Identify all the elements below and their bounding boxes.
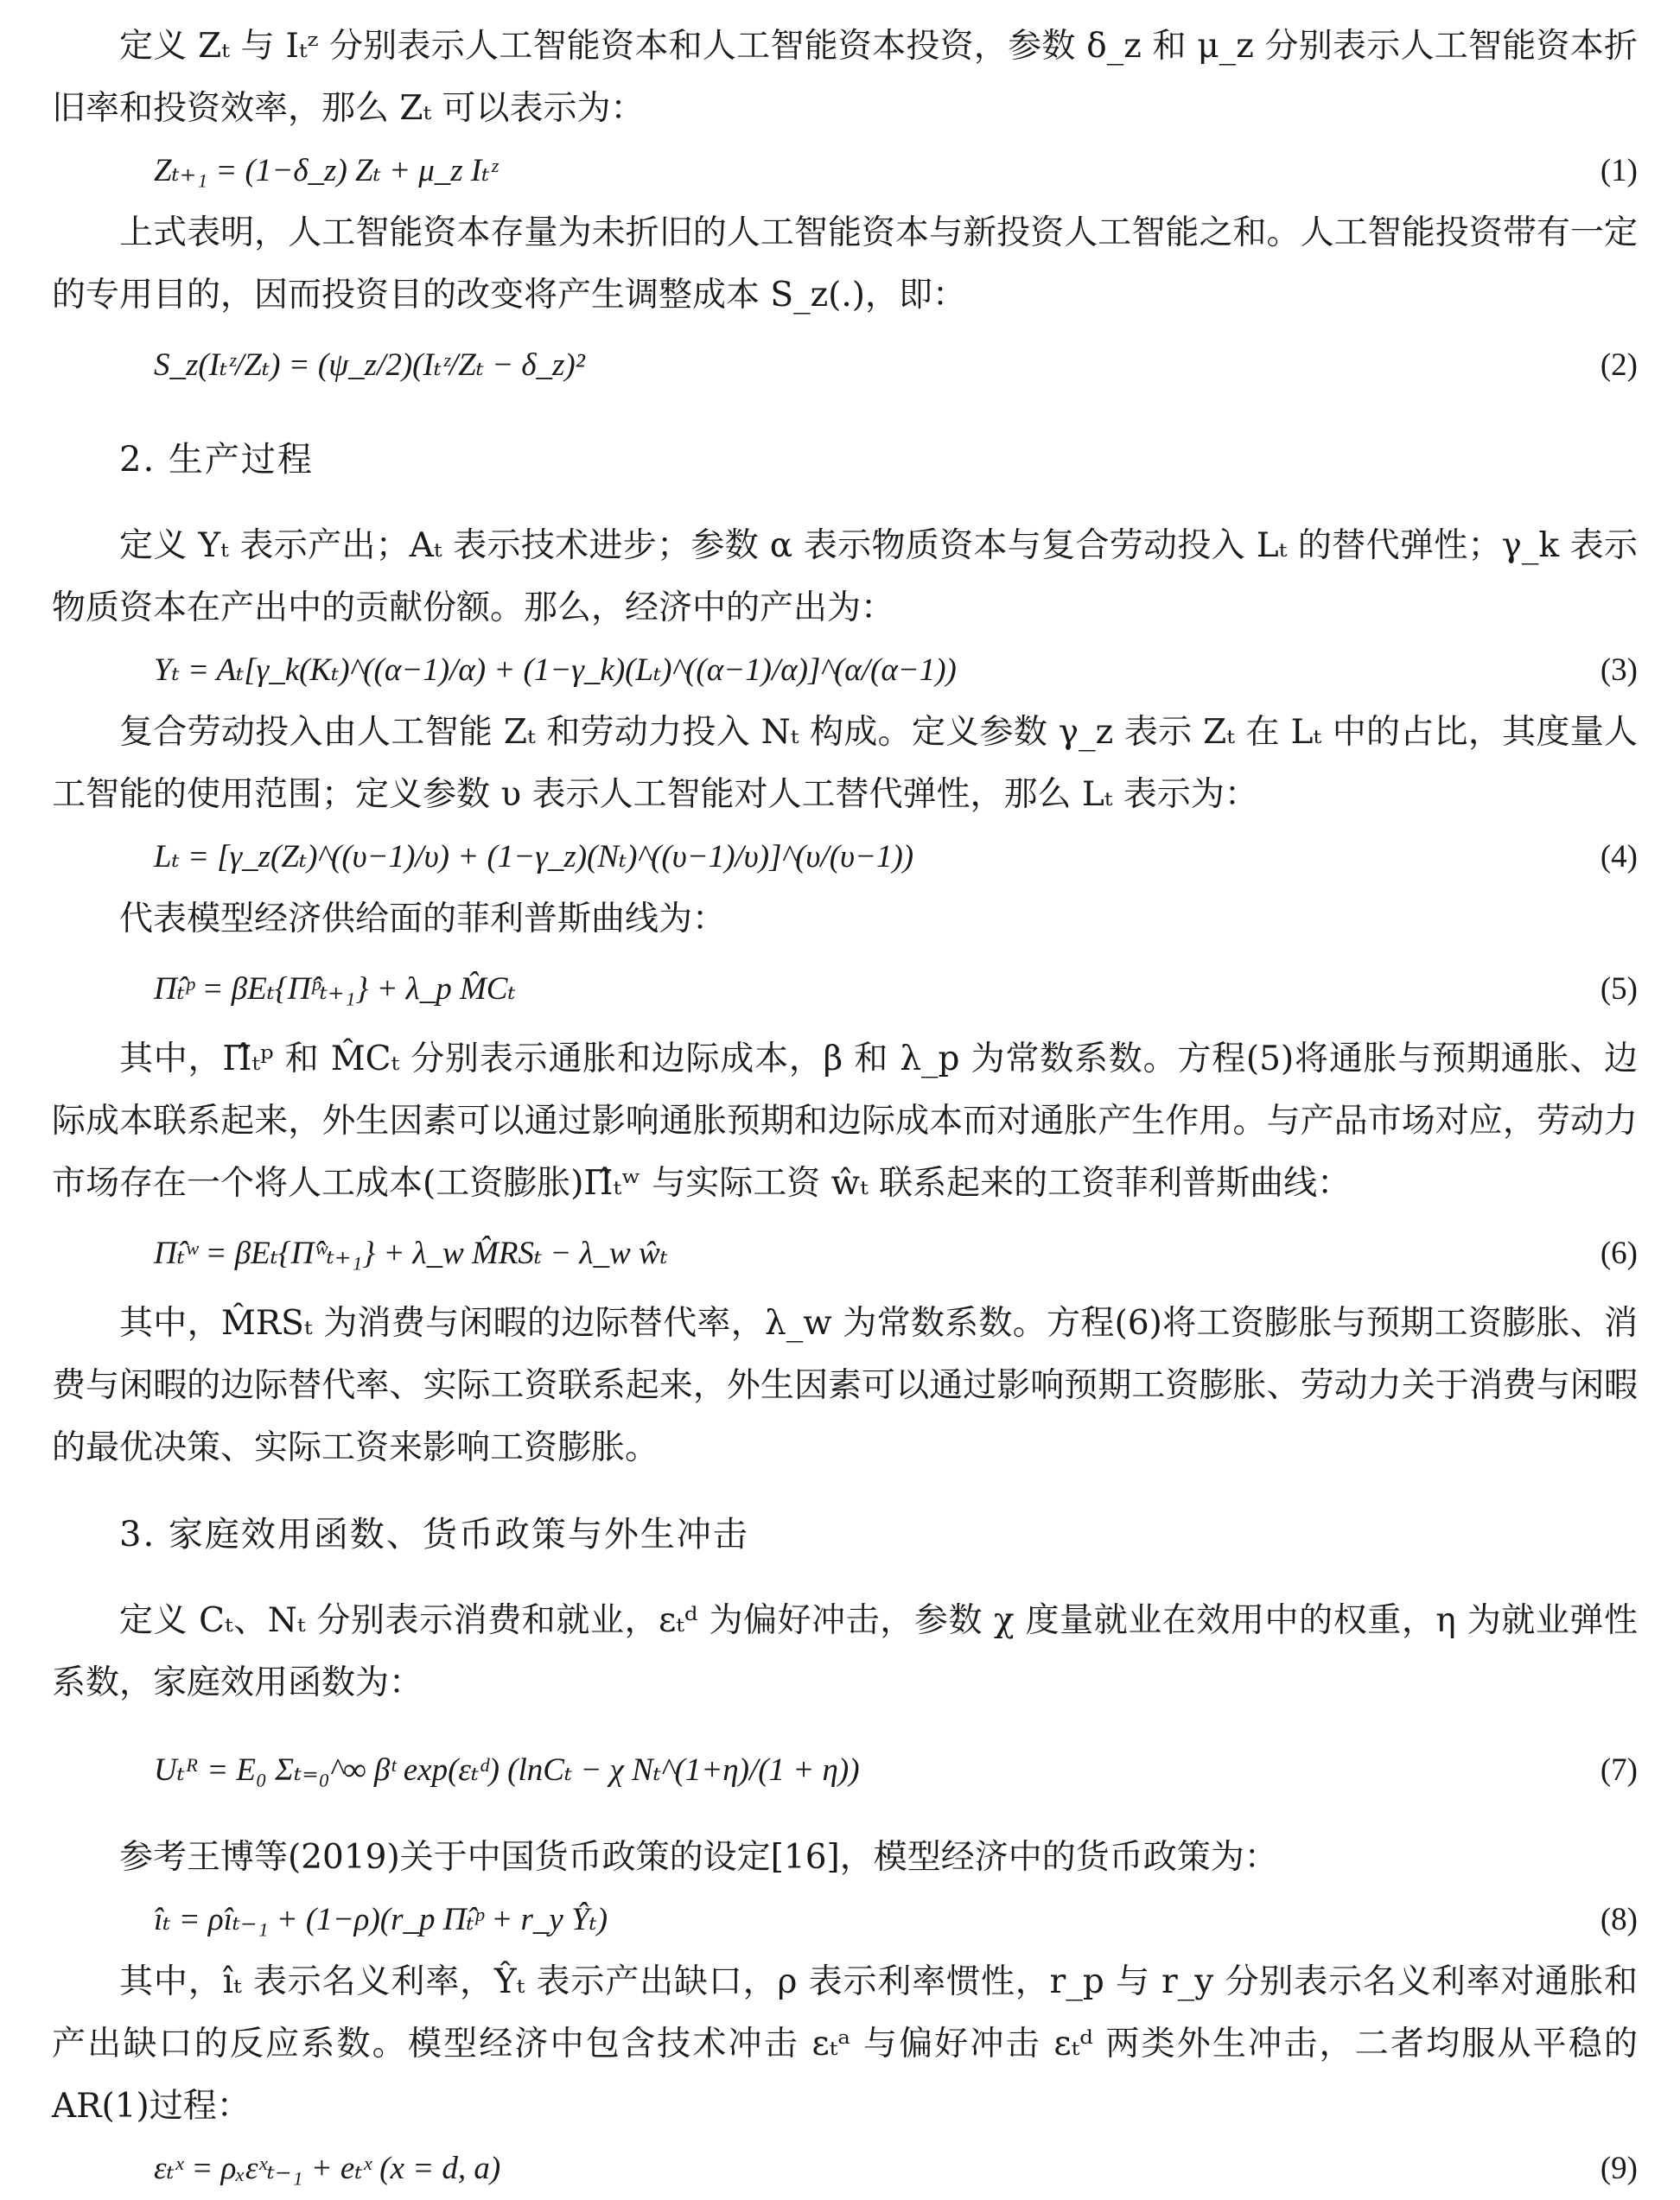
equation-5-number: (5) <box>1600 971 1638 1007</box>
equation-7-number: (7) <box>1600 1752 1638 1788</box>
paragraph-phillips-intro: 代表模型经济供给面的菲利普斯曲线为： <box>119 900 727 938</box>
equation-9 <box>52 2138 1638 2200</box>
equation-1-number: (1) <box>1600 153 1638 188</box>
paragraph-wage-phillips-explanation: 其中，M̂RSₜ 为消费与闲暇的边际替代率，λ_w 为常数系数。方程(6)将工资膨胀与预期工资膨胀、消费与闲暇的边际替代率、实际工资联系起来，外生因素可以通过影响预期工资膨胀、劳动力关于消费与闲暇的最优决策、实际工资来影响工资膨胀。 <box>52 1304 1638 1467</box>
equation-2 <box>52 327 1638 404</box>
equation-2-number: (2) <box>1600 347 1638 383</box>
equation-1-body: Zₜ₊₁ = (1−δ_z) Zₜ + μ_z Iₜᶻ <box>154 153 498 188</box>
equation-4-body: Lₜ = [γ_z(Zₜ)^((υ−1)/υ) + (1−γ_z)(Nₜ)^((υ−1)/υ)]^(υ/(υ−1)) <box>154 839 914 874</box>
equation-5-body: Π̂ₜᵖ = βEₜ{Π̂ᵖₜ₊₁} + λ_p M̂Cₜ <box>154 971 516 1007</box>
paragraph-adjustment-cost: 上式表明，人工智能资本存量为未折旧的人工智能资本与新投资人工智能之和。人工智能投资带有一定的专用目的，因而投资目的改变将产生调整成本 S_z(.)，即： <box>52 213 1638 315</box>
equation-7 <box>52 1714 1638 1827</box>
equation-6-number: (6) <box>1600 1236 1638 1271</box>
section-heading-production: 2. 生产过程 <box>119 440 314 480</box>
equation-6 <box>52 1215 1638 1293</box>
equation-3-body: Yₜ = Aₜ[γ_k(Kₜ)^((α−1)/α) + (1−γ_k)(Lₜ)^((α−1)/α)]^(α/(α−1)) <box>154 652 957 688</box>
equation-5 <box>52 951 1638 1028</box>
paragraph-output-definition: 定义 Yₜ 表示产出；Aₜ 表示技术进步；参数 α 表示物质资本与复合劳动投入 Lₜ 的替代弹性；γ_k 表示物质资本在产出中的贡献份额。那么，经济中的产出为： <box>52 526 1638 627</box>
section-heading-household: 3. 家庭效用函数、货币政策与外生冲击 <box>119 1515 749 1555</box>
paragraph-monetary-policy-intro: 参考王博等(2019)关于中国货币政策的设定[16]，模型经济中的货币政策为： <box>119 1838 1278 1877</box>
equation-7-body: Uₜᴿ = E₀ Σₜ₌₀^∞ βᵗ exp(εₜᵈ) (lnCₜ − χ Nₜ^(1+η)/(1 + η)) <box>154 1752 860 1788</box>
paragraph-phillips-explanation: 其中，Π̂ₜᵖ 和 M̂Cₜ 分别表示通胀和边际成本，β 和 λ_p 为常数系数。方程(5)将通胀与预期通胀、边际成本联系起来，外生因素可以通过影响通胀预期和边际成本而对通胀产生作用。与产品市场对应，劳动力市场存在一个将人工成本(工资膨胀)Π̂ₜʷ 与实际工资 ŵₜ 联系起来的工资菲利普斯曲线： <box>52 1040 1638 1203</box>
equation-4-number: (4) <box>1600 839 1638 874</box>
equation-6-body: Π̂ₜʷ = βEₜ{Π̂ʷₜ₊₁} + λ_w M̂RSₜ − λ_w ŵₜ <box>154 1236 668 1271</box>
paper-page <box>52 16 1638 2200</box>
paragraph-utility-definition: 定义 Cₜ、Nₜ 分别表示消费和就业，εₜᵈ 为偏好冲击，参数 χ 度量就业在效用中的权重，η 为就业弹性系数，家庭效用函数为： <box>52 1601 1638 1702</box>
equation-8-number: (8) <box>1600 1902 1638 1937</box>
equation-8 <box>52 1889 1638 1951</box>
equation-2-body: S_z(Iₜᶻ/Zₜ) = (ψ_z/2)(Iₜᶻ/Zₜ − δ_z)² <box>154 347 585 383</box>
equation-4 <box>52 826 1638 888</box>
equation-1 <box>52 140 1638 202</box>
equation-3 <box>52 639 1638 702</box>
equation-3-number: (3) <box>1600 652 1638 688</box>
equation-9-number: (9) <box>1600 2151 1638 2186</box>
paragraph-shocks: 其中，îₜ 表示名义利率，Ŷₜ 表示产出缺口，ρ 表示利率惯性，r_p 与 r_y 分别表示名义利率对通胀和产出缺口的反应系数。模型经济中包含技术冲击 εₜᵃ 与偏好冲击 εₜᵈ 两类外生冲击，二者均服从平稳的 AR(1)过程： <box>52 1962 1638 2126</box>
equation-9-body: εₜˣ = ρₓεˣₜ₋₁ + eₜˣ (x = d, a) <box>154 2151 501 2186</box>
paragraph-ai-capital-definition: 定义 Zₜ 与 Iₜᶻ 分别表示人工智能资本和人工智能资本投资，参数 δ_z 和 μ_z 分别表示人工智能资本折旧率和投资效率，那么 Zₜ 可以表示为： <box>52 27 1638 128</box>
paragraph-composite-labor: 复合劳动投入由人工智能 Zₜ 和劳动力投入 Nₜ 构成。定义参数 γ_z 表示 Zₜ 在 Lₜ 中的占比，其度量人工智能的使用范围；定义参数 υ 表示人工智能对人工替代弹性，那么 Lₜ 表示为： <box>52 713 1638 814</box>
equation-8-body: îₜ = ρîₜ₋₁ + (1−ρ)(r_p Π̂ₜᵖ + r_y Ŷₜ) <box>154 1902 608 1937</box>
